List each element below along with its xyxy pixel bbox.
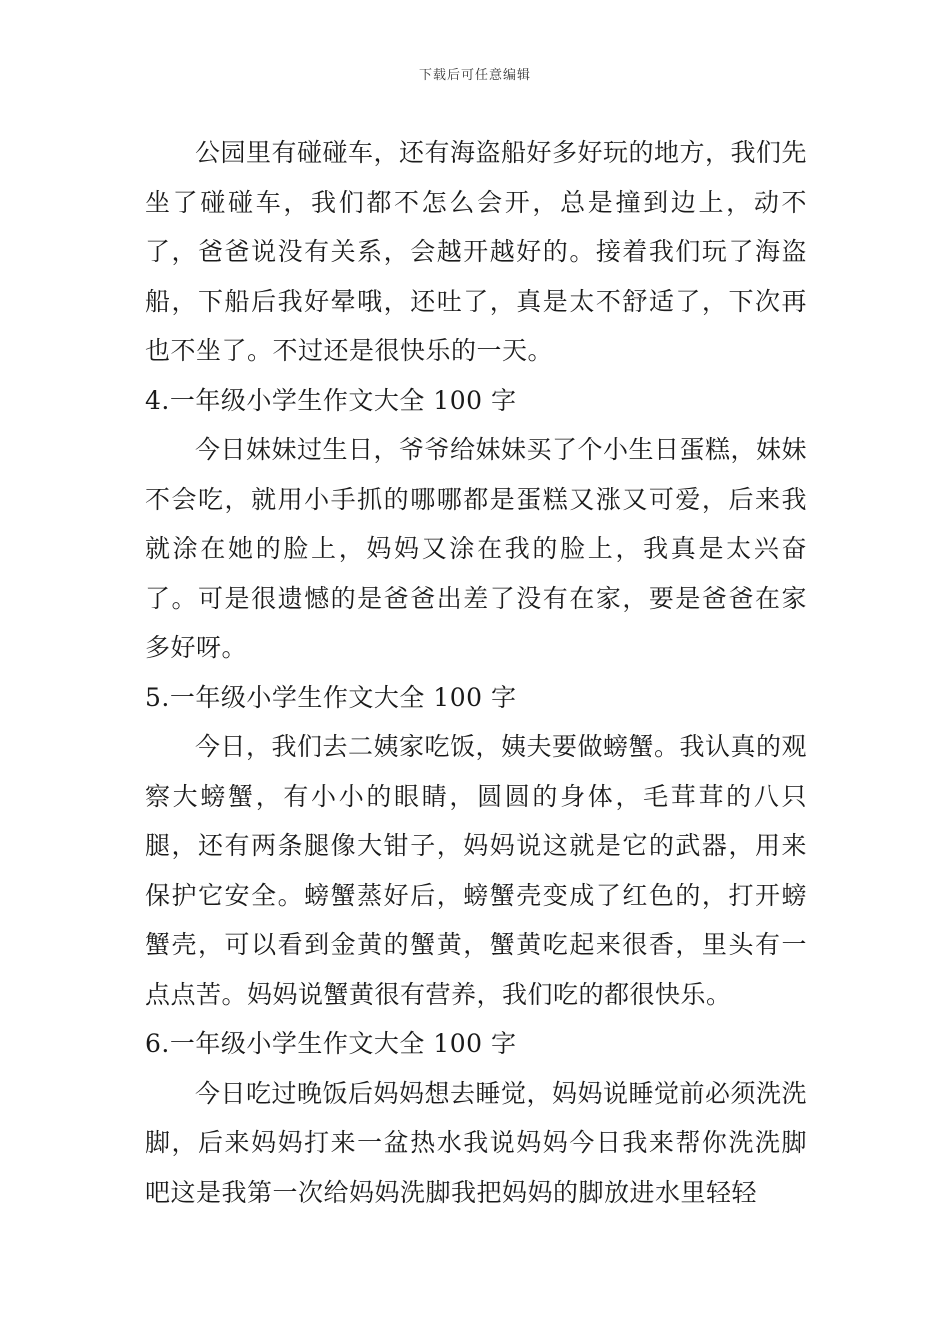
document-body — [145, 128, 807, 1217]
section-heading-5: 5.一年级小学生作文大全 100 字 — [145, 682, 517, 712]
section-heading-4: 4.一年级小学生作文大全 100 字 — [145, 385, 517, 415]
section-heading-6: 6.一年级小学生作文大全 100 字 — [145, 1029, 517, 1058]
paragraph-amusement-park: 公园里有碰碰车，还有海盗船好多好玩的地方，我们先坐了碰碰车，我们都不怎么会开，总是撞到边上，动不了，爸爸说没有关系，会越开越好的。接着我们玩了海盗船，下船后我好晕哦，还吐了，真是太不舒适了，下次再也不坐了。不过还是很快乐的一天。 — [145, 138, 808, 365]
paragraph-birthday: 今日妹妹过生日，爷爷给妹妹买了个小生日蛋糕，妹妹不会吃，就用小手抓的哪哪都是蛋糕又涨又可爱，后来我就涂在她的脸上，妈妈又涂在我的脸上，我真是太兴奋了。可是很遗憾的是爸爸出差了没有在家，要是爸爸在家多好呀。 — [145, 435, 808, 662]
paragraph-washing-feet: 今日吃过晚饭后妈妈想去睡觉，妈妈说睡觉前必须洗洗脚，后来妈妈打来一盆热水我说妈妈今日我来帮你洗洗脚吧这是我第一次给妈妈洗脚我把妈妈的脚放进水里轻轻 — [145, 1078, 808, 1207]
paragraph-crab: 今日，我们去二姨家吃饭，姨夫要做螃蟹。我认真的观察大螃蟹，有小小的眼睛，圆圆的身体，毛茸茸的八只腿，还有两条腿像大钳子，妈妈说这就是它的武器，用来保护它安全。螃蟹蒸好后，螃蟹壳变成了红色的，打开螃蟹壳，可以看到金黄的蟹黄，蟹黄吃起来很香，里头有一点点苦。妈妈说蟹黄很有营养，我们吃的都很快乐。 — [145, 732, 808, 1009]
page-header-note: 下载后可任意编辑 — [418, 68, 531, 83]
